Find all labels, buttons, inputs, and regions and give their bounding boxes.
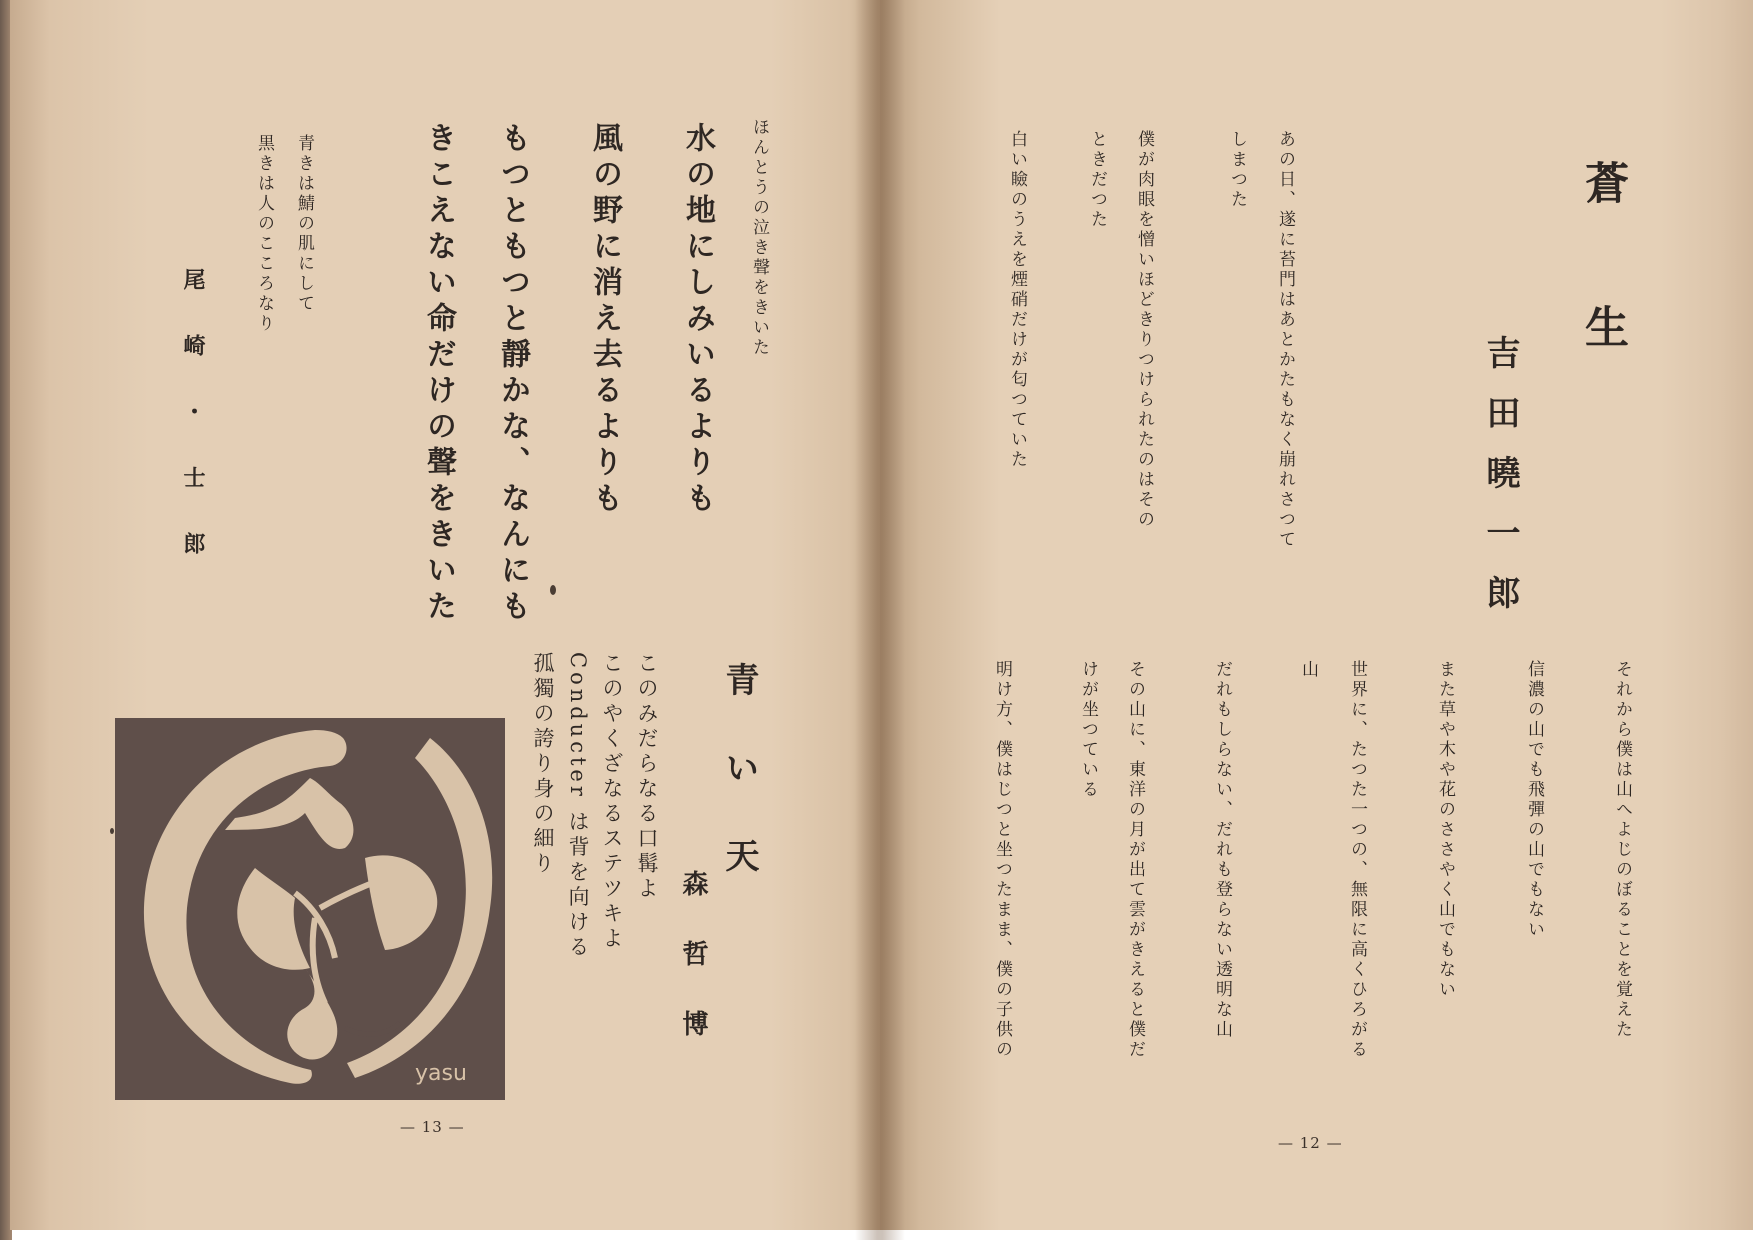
poem2-title: 青い天 bbox=[719, 662, 759, 926]
stanza1-line-1: あの日、遂に苔門はあとかたもなく崩れさつて bbox=[1275, 130, 1295, 550]
stanza2-line-2: 信濃の山でも飛彈の山でもない bbox=[1524, 660, 1544, 940]
woodcut-illustration bbox=[115, 718, 505, 1100]
stanza1-line-5: 白い瞼のうえを煙硝だけが匂つていた bbox=[1007, 130, 1027, 470]
stanza1-line-3: 僕が肉眼を憎いほどきりつけられたのはその bbox=[1134, 130, 1154, 530]
right-page bbox=[880, 0, 1753, 1230]
poem-author: 吉田曉一郎 bbox=[1480, 335, 1520, 635]
poem2-line-2: このやくざなるステツキよ bbox=[600, 652, 624, 952]
left-page bbox=[10, 0, 880, 1230]
stanza2-line-1: それから僕は山へよじのぼることを覚えた bbox=[1612, 660, 1632, 1040]
stanza1-line-4: ときだつた bbox=[1087, 130, 1107, 230]
poem2-line-1: このみだらなる口髯よ bbox=[635, 652, 659, 902]
stanza1-line-2: しまつた bbox=[1227, 130, 1247, 210]
ink-dot bbox=[550, 585, 556, 595]
poem1-line-1: ほんとうの泣き聲をきいた bbox=[749, 118, 769, 358]
stanza2-line-4: 世界に、たつた一つの、無限に高くひろがる bbox=[1347, 660, 1367, 1060]
epigraph-line-1: 青きは鯖の肌にして bbox=[294, 134, 314, 314]
page-number-12: — 12 — bbox=[1278, 1134, 1343, 1152]
page-number-13: — 13 — bbox=[400, 1118, 465, 1136]
stanza2-line-8: けが坐つている bbox=[1078, 660, 1098, 800]
poem1-line-4: もつともつと靜かな、なんにも bbox=[495, 122, 530, 626]
ink-dot bbox=[110, 828, 114, 834]
stanza2-line-5: 山 bbox=[1298, 660, 1318, 680]
woodcut-signature: yasu bbox=[415, 1061, 467, 1086]
stanza2-line-6: だれもしらない、だれも登らない透明な山 bbox=[1212, 660, 1232, 1040]
stanza2-line-9: 明け方、僕はじつと坐つたまま、僕の子供の bbox=[992, 660, 1012, 1060]
poem-title: 蒼生 bbox=[1577, 160, 1628, 448]
stanza2-line-7: その山に、東洋の月が出て雲がきえると僕だ bbox=[1125, 660, 1145, 1060]
author-ozaki: 尾崎・士郎 bbox=[180, 268, 206, 598]
poem1-line-3: 風の野に消え去るよりも bbox=[587, 122, 622, 518]
poem2-author: 森哲博 bbox=[678, 870, 708, 1080]
stanza2-line-3: また草や木や花のささやく山でもない bbox=[1435, 660, 1455, 1000]
epigraph-line-2: 黒きは人のこころなり bbox=[254, 134, 274, 334]
poem2-line-3: Conducter は背を向ける bbox=[566, 652, 590, 961]
poem1-line-5: きこえない命だけの聲をきいた bbox=[421, 122, 456, 626]
poem1-line-2: 水の地にしみいるよりも bbox=[680, 122, 715, 518]
poem2-line-4: 孤獨の誇り身の細り bbox=[531, 652, 555, 877]
